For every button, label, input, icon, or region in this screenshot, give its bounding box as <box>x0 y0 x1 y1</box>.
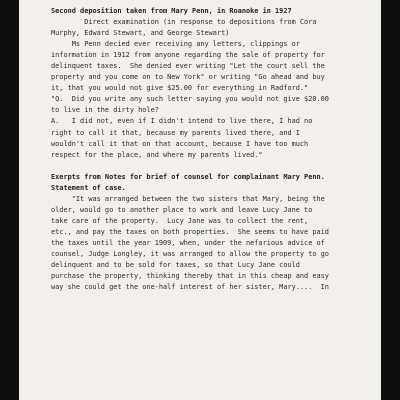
text-line: delinquent taxes. She denied ever writing "Let the court sell the <box>51 62 325 71</box>
text-line: Ms Penn decied ever receiving any letters, clippings or <box>51 40 300 49</box>
text-line: take care of the property. Lucy Jane was to collect the rent, <box>51 216 309 225</box>
text-line: "It was arranged between the two sisters that Mary, being the <box>51 194 325 203</box>
blank-line <box>51 161 355 172</box>
document-page <box>19 0 381 400</box>
section-heading: Second deposition taken from Mary Penn, in Roanoke in 1927 <box>51 7 292 15</box>
text-line: the taxes until the year 1909, when, under the nefarious advice of <box>51 238 325 247</box>
text-line: A. I did not, even if I didn't intend to live there, I had no <box>51 117 313 126</box>
text-line: Murphy, Edward Stewart, and George Stewart) <box>51 29 230 38</box>
text-line: purchase the property, thinking thereby that in this cheap and easy <box>51 272 329 281</box>
text-line: to live in the dirty hole? <box>51 106 159 115</box>
text-line: information in 1912 from anyone regarding the sale of property for <box>51 51 325 60</box>
text-line: wouldn't call it that on that account, because I have too much <box>51 139 309 148</box>
text-line: counsel, Judge Longley, it was arranged to allow the property to go <box>51 250 329 259</box>
text-line: respect for the place, and where my parents lived." <box>51 150 263 159</box>
text-line: property and you come on to New York" or writing "Go ahead and buy <box>51 73 325 82</box>
text-line: "Q. Did you write any such letter saying you would not give $20.00 <box>51 95 329 104</box>
section-heading: Exerpts from Notes for brief of counsel for complainant Mary Penn. <box>51 172 325 181</box>
text-line: Direct examination (in response to depositions from Cora <box>51 18 317 27</box>
text-line: it, that you would not give $25.00 for everything in Radford." <box>51 84 309 93</box>
text-line: delinquent and to be sold for taxes, so that Lucy Jane could <box>51 261 300 270</box>
document-text <box>51 6 355 293</box>
text-line: older, would go to another place to work and leave Lucy Jane to <box>51 205 313 214</box>
text-line: etc., and pay the taxes on both properties. She seems to have paid <box>51 227 329 236</box>
text-line: right to call it that, because my parents lived there, and I <box>51 128 300 137</box>
section-heading: Statement of case. <box>51 183 126 192</box>
text-line: way she could get the one-half interest of her sister, Mary.... In <box>51 283 329 292</box>
